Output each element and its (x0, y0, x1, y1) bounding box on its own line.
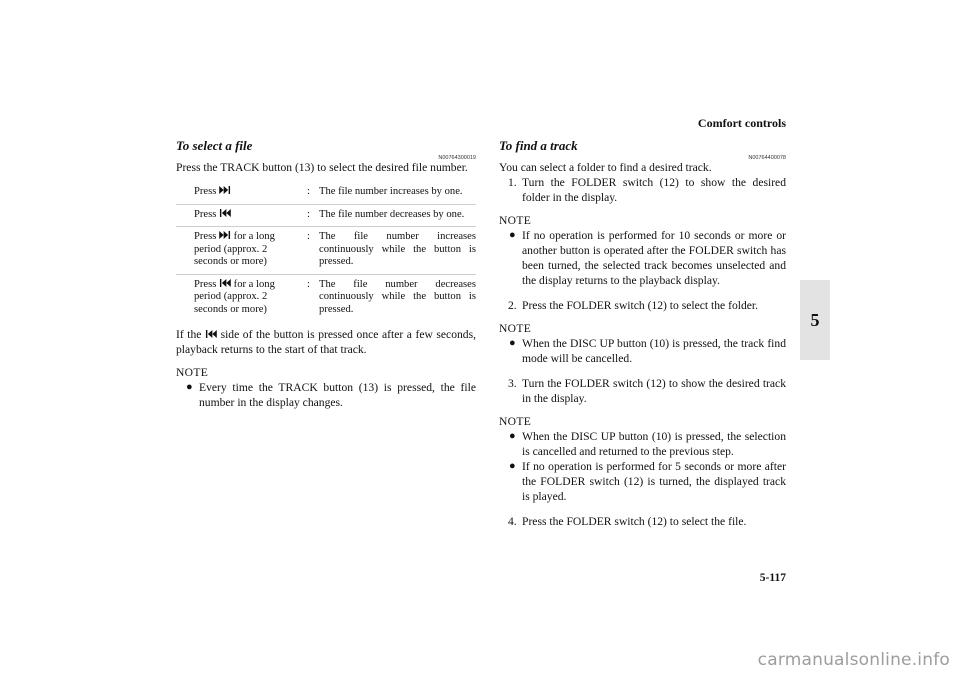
note-list (499, 228, 786, 288)
bullet-icon: ● (509, 430, 516, 442)
intro-text: You can select a folder to find a desired track. (499, 161, 712, 174)
note-item: ● When the DISC UP button (10) is pressed, the track find mode will be cancelled. (509, 337, 786, 365)
next-track-icon (219, 186, 231, 194)
press-action: Press (176, 182, 303, 204)
section-code: N00764400078 (748, 155, 786, 161)
press-action: Press (176, 204, 303, 227)
select-file-heading (176, 138, 476, 161)
note-label: NOTE (176, 366, 209, 379)
bullet-icon: ● (509, 460, 516, 472)
press-result: : The file number increases continuously while the button is pressed. (303, 227, 476, 275)
press-table-row (176, 204, 476, 227)
site-watermark: carmanualsonline.info (757, 650, 950, 670)
press-table (176, 182, 476, 321)
bullet-icon: ● (186, 381, 193, 393)
press-table-row (176, 274, 476, 321)
find-track-heading (499, 138, 786, 161)
step-2: 2. Press the FOLDER switch (12) to select the folder. (508, 299, 759, 312)
press-table-row (176, 227, 476, 275)
note-item: ● When the DISC UP button (10) is pressed, the selection is cancelled and returned to the previous step. (509, 430, 786, 458)
page-number: 5-117 (759, 572, 786, 584)
note-item: ● If no operation is performed for 5 seconds or more after the FOLDER switch (12) is turned, the displayed track is played. (509, 460, 786, 503)
note-list (176, 380, 476, 410)
note-label: NOTE (499, 214, 532, 227)
step-1: 1. Turn the FOLDER switch (12) to show the desired folder in the display. (508, 176, 786, 204)
note-label: NOTE (499, 322, 532, 335)
bullet-icon: ● (509, 337, 516, 349)
running-header: Comfort controls (697, 116, 786, 130)
return-paragraph: If the side of the button is pressed once after a few seconds, playback returns to the start of that track. (176, 328, 476, 356)
press-result: : The file number increases by one. (307, 186, 463, 197)
press-result: : The file number decreases continuously while the button is pressed. (303, 274, 476, 321)
note-list (499, 336, 786, 366)
section-title: To find a track (499, 138, 578, 153)
section-code: N00764300019 (438, 155, 476, 161)
note-label: NOTE (499, 415, 532, 428)
bullet-icon: ● (509, 229, 516, 241)
note-item: ● If no operation is performed for 10 seconds or more or another button is operated after the FOLDER switch has been turned, the selected track becomes unselected and the display returns to the playback display. (509, 229, 786, 287)
next-track-icon (219, 231, 231, 239)
left-column (176, 138, 476, 410)
chapter-tab: 5 (800, 280, 830, 360)
right-column (499, 138, 786, 529)
step-3: 3. Turn the FOLDER switch (12) to show the desired track in the display. (508, 377, 786, 405)
press-action: Press for a long period (approx. 2 seconds or more) (176, 274, 303, 321)
press-table-row (176, 182, 476, 204)
previous-track-icon (205, 330, 217, 338)
step-4: 4. Press the FOLDER switch (12) to select the file. (508, 515, 747, 528)
previous-track-icon (219, 209, 231, 217)
intro-text: Press the TRACK button (13) to select the desired file number. (176, 161, 468, 174)
press-result: : The file number decreases by one. (303, 204, 476, 227)
previous-track-icon (219, 279, 231, 287)
press-action: Press for a long period (approx. 2 seconds or more) (176, 227, 303, 275)
note-list (499, 429, 786, 504)
note-item: ● Every time the TRACK button (13) is pressed, the file number in the display changes. (186, 381, 476, 409)
section-title: To select a file (176, 138, 253, 153)
